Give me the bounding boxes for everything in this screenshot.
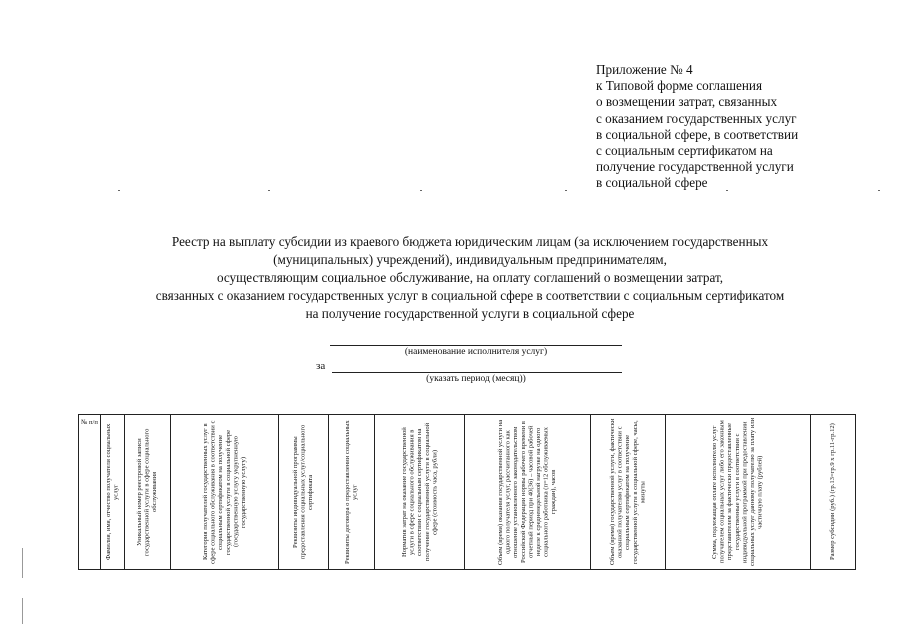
scan-speck: [420, 190, 422, 191]
column-header: [666, 415, 811, 570]
column-header-label: Реквизиты договора о предоставлении социальных услуг: [343, 420, 359, 564]
document-title: [80, 233, 860, 323]
column-header: [101, 415, 125, 570]
appendix-line: к Типовой форме соглашения: [596, 78, 763, 94]
appendix-line: о возмещении затрат, связанных: [596, 94, 778, 110]
column-header-label: Уникальный номер реестровой записи государственной услуги в сфере социального обслуживания: [136, 428, 159, 556]
appendix-block: [596, 62, 896, 192]
column-header-label: Объем (время) оказания государственной услуги на одного получателя услуг, рассчитанного как отношение установленного законодательством Российской Федерации нормы рабочего времени в отчетный период при 40(36) – часовой рабочей неделе к средненедельной нагрузке на одного социального работника (п=12 обслуживаемых граждан), часов: [497, 419, 558, 565]
appendix-line: Приложение № 4: [596, 62, 693, 77]
column-header-label: Объем (время) государственной услуги, фактически оказанной получателям услуг в соответствии с социальным сертификатом на получение государственной услуги в социальной сфере, часы, минуты: [609, 418, 647, 566]
appendix-line: получение государственной услуги: [596, 159, 794, 175]
period-caption: (указать период (месяц)): [426, 374, 526, 384]
title-line: осуществляющим социальное обслуживание, на оплату соглашений о возмещении затрат,: [216, 270, 724, 285]
column-header-number: № п/п: [79, 415, 101, 570]
title-line: Реестр на выплату субсидии из краевого бюджета юридическим лицам (за исключением государственных: [171, 234, 769, 249]
title-line: на получение государственной услуги в социальной сфере: [305, 306, 635, 321]
column-header: [375, 415, 465, 570]
column-header: [591, 415, 666, 570]
executor-name-line: [330, 345, 622, 346]
column-header: [171, 415, 279, 570]
period-za-label: за: [316, 360, 326, 372]
scan-speck: [565, 190, 567, 191]
scan-margin-mark: [22, 598, 23, 624]
column-header-label: Реквизиты индивидуальной программы предоставления социальных услуг/социального сертификата: [292, 424, 315, 560]
scan-speck: [726, 190, 728, 191]
scan-margin-mark: [22, 548, 23, 578]
column-header: [465, 415, 591, 570]
column-header-label: Фамилия, имя, отчество получателя социальных услуг: [104, 423, 120, 561]
appendix-line: с оказанием государственных услуг: [596, 110, 797, 126]
period-line: [332, 372, 622, 373]
column-header: [279, 415, 329, 570]
scan-speck: [118, 190, 120, 191]
column-header: [329, 415, 375, 570]
table-header-row: [79, 415, 856, 570]
executor-caption: (наименование исполнителя услуг): [404, 347, 548, 357]
scan-speck: [268, 190, 270, 191]
appendix-line: в социальной сфере: [596, 175, 708, 191]
title-line: связанных с оказанием государственных услуг в социальной сфере в соответствии с социальным сертификатом: [155, 288, 785, 303]
column-header: [125, 415, 171, 570]
column-header-label: Сумма, подлежащая оплате исполнителю услуг получателем социальных услуг либо его законным представителем за фактически предоставленные государственные услуги в соответствии с индивидуальной программой при предоставлении социальных услуг данному получателю за плату или частичную плату (рублей): [711, 417, 764, 567]
scan-speck: [878, 190, 880, 191]
column-header-label: Категория получателей государственных услуг в сфере социального обслуживания в соответствии с социальным сертификатом на получение государственной услуги в социальной сфере (государственную услугу укрупненную государственную услугу): [201, 420, 247, 564]
title-line: (муниципальных) учреждений), индивидуальным предпринимателям,: [273, 252, 667, 267]
appendix-line: в социальной сфере, в соответствии: [596, 126, 799, 142]
column-header-label: Норматив затрат на оказание государственной услуги в сфере социального обслуживания в соответствии с социальным сертификатом на получение государственной услуги в социальной сфере (стоимость часа, рубли): [400, 422, 438, 562]
column-header-label: Размер субсидии (руб.) (гр.13=гр.9 х гр.11-гр.12): [829, 423, 837, 561]
registry-table: [78, 414, 856, 570]
column-header: [811, 415, 856, 570]
appendix-line: с социальным сертификатом на: [596, 143, 773, 159]
